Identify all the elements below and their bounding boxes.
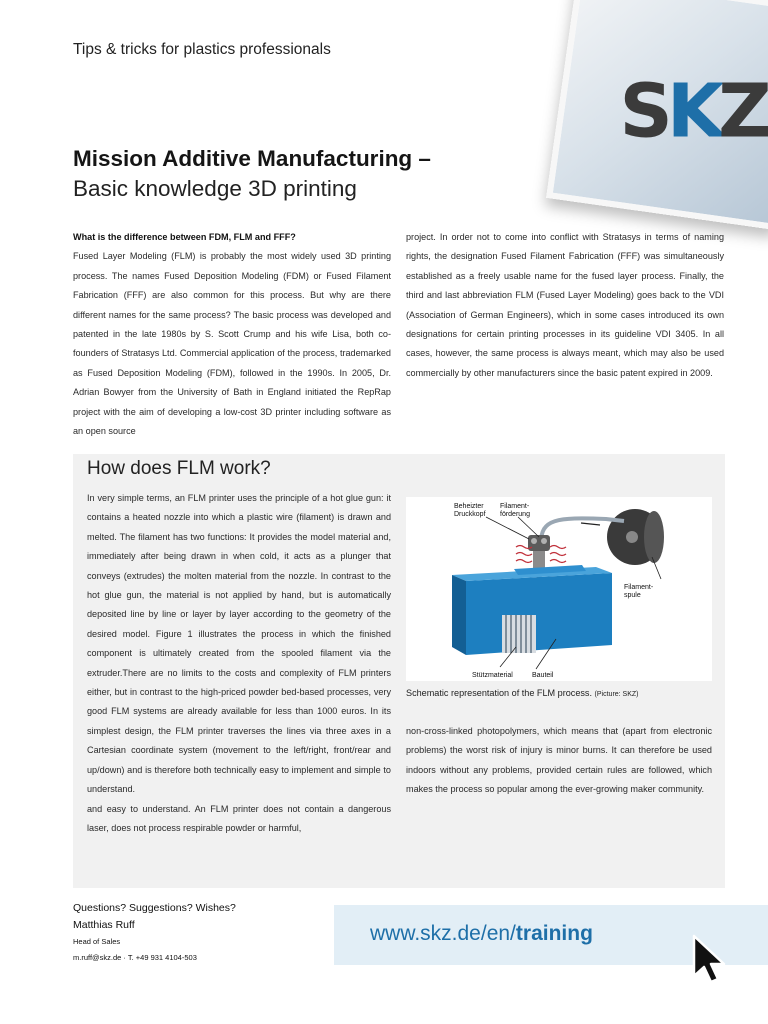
training-link-prefix: www.skz.de/en/ bbox=[370, 922, 516, 945]
figure-label-part: Bauteil bbox=[532, 672, 554, 679]
contact-prompt: Questions? Suggestions? Wishes? bbox=[73, 902, 236, 914]
figure-label-filament-spool: Filament-spule bbox=[624, 584, 654, 599]
figure-label-filament-feed: Filament-förderung bbox=[500, 503, 530, 518]
page-title: Mission Additive Manufacturing – bbox=[73, 146, 431, 171]
contact-name: Matthias Ruff bbox=[73, 919, 135, 931]
logo-letter-z: Z bbox=[718, 68, 766, 155]
flm-left-text: In very simple terms, an FLM printer uses the principle of a hot glue gun: it contains a heated nozzle into which a plastic wire (filament) is drawn and melted. The filament has two functions: It provides the model material and, immediately after being drawn in when cold, it acts as a plunger that conveys (extrudes) the molten material from the nozzle. In contrast to the hot glue gun, the material is not applied by hand, but is automatically deposited line by line or layer by layer according to the geometry of the desired model. Figure 1 illustrates the process in which the finished component is ultimately created from the spooled filament via the extruder.There are no limits to the costs and complexity of FLM printers either, but in contrast to the high-priced powder bed-based processes, very good FLM systems are already available for less than 1000 euros. In its simplest design, the FLM printer traverses the lines via three axes in a Cartesian coordinate system (movement to the left/right, front/rear and up/down) and is therefore both technically easy to implement and simple to understand. bbox=[87, 493, 391, 795]
logo-letter-s: S bbox=[619, 68, 667, 155]
contact-block bbox=[73, 900, 236, 966]
intro-right-text: project. In order not to come into conflict with Stratasys in terms of naming rights, the designation Fused Filament Fabrication (FFF) was simultaneously established as a freely usable name for the fused layer process. Finally, the third and last abbreviation FLM (Fused Layer Modeling) goes back to the VDI (Association of German Engineers), which in some cases introduced its own designations for certain printing processes in its guideline VDI 3405. In all cases, however, the same process is always meant, which may also be used commercially by other manufacturers since the basic patent expired in 2009. bbox=[406, 232, 724, 378]
flm-right-text: non-cross-linked photopolymers, which means that (apart from electronic problems) the worst risk of injury is minor burns. It can therefore be used indoors without any problems, provided certain rules are followed, which makes the process so popular among the ever-growing maker community. bbox=[406, 726, 712, 795]
logo-letter-k: K bbox=[666, 68, 719, 155]
training-link-bold: training bbox=[515, 922, 593, 945]
skz-logo bbox=[536, 0, 768, 231]
training-link[interactable] bbox=[370, 922, 593, 946]
page-tagline: Tips & tricks for plastics professionals bbox=[73, 41, 331, 58]
flm-schematic-illustration bbox=[406, 497, 712, 681]
figure-caption-credit: (Picture: SKZ) bbox=[594, 691, 639, 698]
mouse-cursor-icon bbox=[688, 932, 728, 989]
figure-caption bbox=[406, 688, 639, 698]
page-subtitle: Basic knowledge 3D printing bbox=[73, 176, 357, 201]
figure-caption-text: Schematic representation of the FLM process. bbox=[406, 688, 593, 698]
intro-left-text: Fused Layer Modeling (FLM) is probably the most widely used 3D printing process. The names Fused Deposition Modeling (FDM) or Fused Filament Fabrication (FFF) are also common for this process. But why are there different names for the same process? The basic process was developed and patented in the late 1980s by S. Scott Crump and his wife Lisa, both co-founders of Stratasys Ltd. Commercial application of the process, trademarked as Fused Deposition Modeling (FDM), followed in the 1990s. In 2005, Dr. Adrian Bowyer from the University of Bath in England initiated the RepRap project with the aim of developing a low-cost 3D printer including software as an open source bbox=[73, 251, 391, 437]
flm-left-text-continued: and easy to understand. An FLM printer does not contain a dangerous laser, does not process respirable powder or harmful, bbox=[87, 803, 391, 833]
logo-wordmark bbox=[620, 68, 766, 154]
logo-card bbox=[546, 0, 768, 230]
contact-details: m.ruff@skz.de · T. +49 931 4104-503 bbox=[73, 953, 197, 962]
flm-right-column bbox=[406, 722, 712, 800]
intro-left-column bbox=[73, 228, 391, 441]
figure-label-heated-head: Beheizter Druckkopf bbox=[454, 503, 486, 518]
figure-label-support: Stützmaterial bbox=[472, 672, 513, 679]
flm-schematic-figure bbox=[406, 497, 712, 681]
contact-role: Head of Sales bbox=[73, 937, 121, 946]
flm-left-column bbox=[87, 489, 391, 838]
intro-question: What is the difference between FDM, FLM and FFF? bbox=[73, 232, 296, 242]
intro-right-column bbox=[406, 228, 724, 383]
flm-section-title: How does FLM work? bbox=[87, 458, 271, 479]
